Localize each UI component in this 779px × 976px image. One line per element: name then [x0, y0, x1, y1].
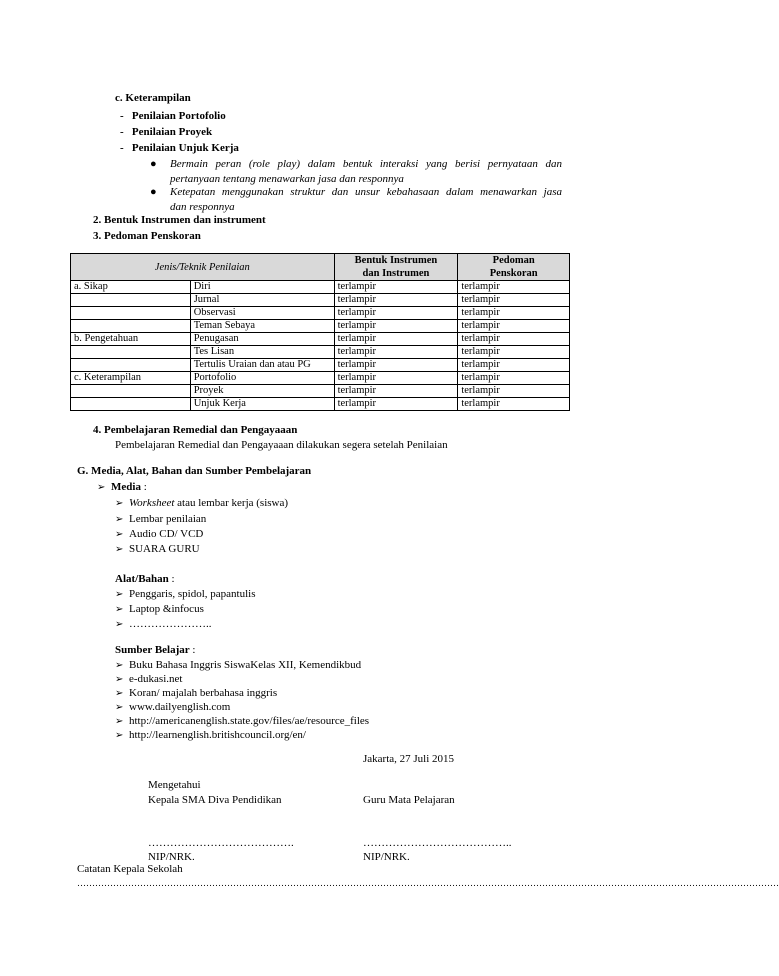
- category-cell: c. Keterampilan: [71, 372, 191, 385]
- category-cell: [71, 359, 191, 372]
- scoring-cell: terlampir: [458, 333, 570, 346]
- scoring-cell: terlampir: [458, 385, 570, 398]
- list-item: ➢ Buku Bahasa Inggris SiswaKelas XII, Kemendikbud: [115, 659, 362, 671]
- nip-right: NIP/NRK.: [363, 851, 410, 863]
- list-item: ➢ Lembar penilaian: [115, 513, 207, 525]
- arrow-bullet-icon: ➢: [115, 514, 124, 525]
- arrow-bullet-icon: ➢: [115, 498, 124, 509]
- arrow-bullet-icon: ➢: [115, 544, 124, 555]
- list-item: ➢ e-dukasi.net: [115, 673, 183, 685]
- bullet-text-line: dan responnya: [170, 201, 235, 213]
- item-3: 3. Pedoman Penskoran: [93, 230, 201, 242]
- technique-cell: Penugasan: [190, 333, 334, 346]
- arrow-bullet-icon: ➢: [115, 688, 124, 699]
- arrow-bullet-icon: ➢: [115, 674, 124, 685]
- arrow-bullet-icon: ➢: [115, 604, 124, 615]
- technique-cell: Tes Lisan: [190, 346, 334, 359]
- technique-cell: Teman Sebaya: [190, 320, 334, 333]
- list-item: ➢ www.dailyenglish.com: [115, 701, 231, 713]
- instrument-cell: terlampir: [334, 281, 458, 294]
- list-item: ➢ Penggaris, spidol, papantulis: [115, 588, 256, 600]
- catatan-label: Catatan Kepala Sekolah: [77, 863, 183, 875]
- item-2: 2. Bentuk Instrumen dan instrument: [93, 214, 266, 226]
- bullet-icon: ●: [150, 158, 157, 170]
- bullet-icon: ●: [150, 186, 157, 198]
- kepala-sekolah-title: Kepala SMA Diva Pendidikan: [148, 794, 282, 806]
- guru-title: Guru Mata Pelajaran: [363, 794, 455, 806]
- technique-cell: Proyek: [190, 385, 334, 398]
- table-row: [71, 372, 570, 385]
- bullet-item: [150, 185, 157, 199]
- media-label: ➢ Media :: [97, 481, 147, 493]
- item-4-text: Pembelajaran Remedial dan Pengayaaan dilakukan segera setelah Penilaian: [115, 439, 448, 451]
- instrument-cell: terlampir: [334, 359, 458, 372]
- nip-left: NIP/NRK.: [148, 851, 195, 863]
- instrument-cell: terlampir: [334, 398, 458, 411]
- header-jenis: Jenis/Teknik Penilaian: [71, 254, 335, 281]
- technique-cell: Portofolio: [190, 372, 334, 385]
- instrument-cell: terlampir: [334, 320, 458, 333]
- technique-cell: Diri: [190, 281, 334, 294]
- arrow-bullet-icon: ➢: [115, 529, 124, 540]
- scoring-cell: terlampir: [458, 372, 570, 385]
- arrow-bullet-icon: ➢: [115, 716, 124, 727]
- table-row: [71, 385, 570, 398]
- scoring-cell: terlampir: [458, 281, 570, 294]
- header-pedoman: Pedoman Penskoran: [458, 254, 570, 281]
- bullet-text-line: Bermain peran (role play) dalam bentuk interaksi yang berisi pernyataan dan: [170, 158, 562, 170]
- list-item: ➢ …………………..: [115, 618, 212, 630]
- category-cell: [71, 307, 191, 320]
- header-bentuk: Bentuk Instrumen dan Instrumen: [334, 254, 458, 281]
- table-row: [71, 294, 570, 307]
- arrow-bullet-icon: ➢: [115, 619, 124, 630]
- sumber-label: Sumber Belajar :: [115, 644, 196, 656]
- list-item: ➢ Worksheet atau lembar kerja (siswa): [115, 497, 289, 509]
- scoring-cell: terlampir: [458, 346, 570, 359]
- arrow-bullet-icon: ➢: [115, 702, 124, 713]
- table-header-row: [71, 254, 570, 281]
- catatan-line: ………………………………………………………………………………………………………………………………………………………………………………………………………………: [77, 878, 779, 888]
- instrument-cell: terlampir: [334, 307, 458, 320]
- place-date: Jakarta, 27 Juli 2015: [363, 753, 455, 765]
- category-cell: b. Pengetahuan: [71, 333, 191, 346]
- category-cell: [71, 346, 191, 359]
- scoring-cell: terlampir: [458, 294, 570, 307]
- instrument-cell: terlampir: [334, 346, 458, 359]
- list-item: - Penilaian Proyek: [120, 126, 213, 138]
- category-cell: [71, 294, 191, 307]
- list-item: - Penilaian Unjuk Kerja: [120, 142, 239, 154]
- instrument-cell: terlampir: [334, 333, 458, 346]
- table-row: [71, 307, 570, 320]
- signature-line-left: ………………………………….: [148, 837, 294, 849]
- arrow-bullet-icon: ➢: [115, 589, 124, 600]
- table-row: [71, 359, 570, 372]
- table-row: [71, 398, 570, 411]
- mengetahui: Mengetahui: [148, 779, 201, 791]
- section-c-heading: c. Keterampilan: [115, 92, 191, 104]
- arrow-bullet-icon: ➢: [97, 482, 106, 493]
- list-item: ➢ Audio CD/ VCD: [115, 528, 204, 540]
- scoring-cell: terlampir: [458, 398, 570, 411]
- table-row: [71, 333, 570, 346]
- technique-cell: Jurnal: [190, 294, 334, 307]
- category-cell: [71, 398, 191, 411]
- assessment-table: [70, 253, 570, 411]
- list-item: ➢ SUARA GURU: [115, 543, 200, 555]
- category-cell: [71, 385, 191, 398]
- category-cell: a. Sikap: [71, 281, 191, 294]
- instrument-cell: terlampir: [334, 294, 458, 307]
- list-item: ➢ http://americanenglish.state.gov/files/ae/resource_files: [115, 715, 370, 727]
- section-g-heading: G. Media, Alat, Bahan dan Sumber Pembelajaran: [77, 465, 312, 477]
- table-row: [71, 281, 570, 294]
- list-item: - Penilaian Portofolio: [120, 110, 226, 122]
- scoring-cell: terlampir: [458, 359, 570, 372]
- list-item: ➢ Koran/ majalah berbahasa inggris: [115, 687, 278, 699]
- bullet-text-line: pertanyaan tentang menawarkan jasa dan responnya: [170, 173, 404, 185]
- scoring-cell: terlampir: [458, 307, 570, 320]
- bullet-text-line: Ketepatan menggunakan struktur dan unsur kebahasaan dalam menawarkan jasa: [170, 186, 562, 198]
- arrow-bullet-icon: ➢: [115, 660, 124, 671]
- technique-cell: Tertulis Uraian dan atau PG: [190, 359, 334, 372]
- technique-cell: Unjuk Kerja: [190, 398, 334, 411]
- instrument-cell: terlampir: [334, 372, 458, 385]
- bullet-item: [150, 157, 157, 171]
- category-cell: [71, 320, 191, 333]
- alat-label: Alat/Bahan :: [115, 573, 175, 585]
- signature-line-right: …………………………………..: [363, 837, 512, 849]
- scoring-cell: terlampir: [458, 320, 570, 333]
- list-item: ➢ http://learnenglish.britishcouncil.org/en/: [115, 729, 306, 741]
- arrow-bullet-icon: ➢: [115, 730, 124, 741]
- instrument-cell: terlampir: [334, 385, 458, 398]
- item-4-heading: 4. Pembelajaran Remedial dan Pengayaaan: [93, 424, 298, 436]
- list-item: ➢ Laptop &infocus: [115, 603, 204, 615]
- table-row: [71, 320, 570, 333]
- table-row: [71, 346, 570, 359]
- technique-cell: Observasi: [190, 307, 334, 320]
